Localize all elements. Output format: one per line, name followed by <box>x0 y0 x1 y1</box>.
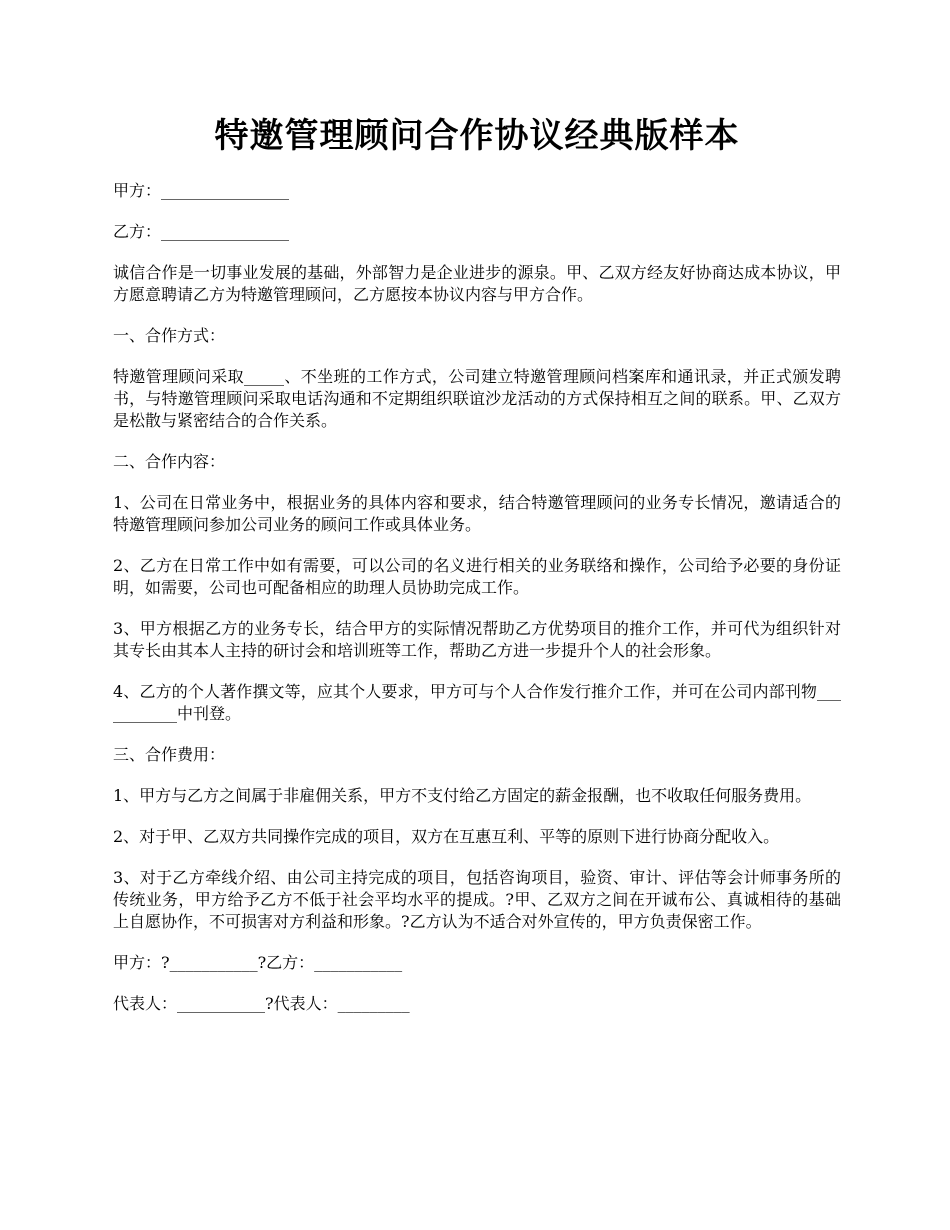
party-a-line: 甲方：________________ <box>113 181 290 200</box>
section-heading-cooperation-content: 二、合作内容： <box>113 452 226 471</box>
signature-parties-line: 甲方：?___________?乙方：___________ <box>113 953 403 972</box>
fees-item-1: 1、甲方与乙方之间属于非雇佣关系，甲方不支付给乙方固定的薪金报酬，也不收取任何服务费用。 <box>113 786 812 805</box>
content-item-2: 2、乙方在日常工作中如有需要，可以公司的名义进行相关的业务联络和操作，公司给予必要的身份证明，如需要，公司也可配备相应的助理人员协助完成工作。 <box>113 556 841 597</box>
section-heading-cooperation-mode: 一、合作方式： <box>113 326 226 345</box>
party-b-line: 乙方：________________ <box>113 222 290 241</box>
content-item-4: 4、乙方的个人著作撰文等，应其个人要求，甲方可与个人合作发行推介工作，并可在公司内部刊物___________中刊登。 <box>113 682 841 723</box>
document-title: 特邀管理顾问合作协议经典版样本 <box>214 116 740 156</box>
content-item-3: 3、甲方根据乙方的业务专长，结合甲方的实际情况帮助乙方优势项目的推介工作，并可代为组织针对其专长由其本人主持的研讨会和培训班等工作，帮助乙方进一步提升个人的社会形象。 <box>113 619 841 660</box>
intro-paragraph: 诚信合作是一切事业发展的基础，外部智力是企业进步的源泉。甲、乙双方经友好协商达成本协议，甲方愿意聘请乙方为特邀管理顾问，乙方愿按本协议内容与甲方合作。 <box>113 263 841 304</box>
cooperation-mode-paragraph: 特邀管理顾问采取_____、不坐班的工作方式，公司建立特邀管理顾问档案库和通讯录，并正式颁发聘书，与特邀管理顾问采取电话沟通和不定期组织联谊沙龙活动的方式保持相互之间的联系。甲、乙双方是松散与紧密结合的合作关系。 <box>113 367 841 430</box>
document-page <box>113 112 841 1034</box>
section-heading-cooperation-fees: 三、合作费用： <box>113 745 226 764</box>
signature-representatives-line: 代表人：___________?代表人：_________ <box>113 994 410 1013</box>
fees-item-2: 2、对于甲、乙双方共同操作完成的项目，双方在互惠互利、平等的原则下进行协商分配收入。 <box>113 827 780 846</box>
fees-item-3: 3、对于乙方牵线介绍、由公司主持完成的项目，包括咨询项目，验资、审计、评估等会计师事务所的传统业务，甲方给予乙方不低于社会平均水平的提成。?甲、乙双方之间在开诚布公、真诚相待的基础上自愿协作，不可损害对方利益和形象。?乙方认为不适合对外宣传的，甲方负责保密工作。 <box>113 868 841 931</box>
content-item-1: 1、公司在日常业务中，根据业务的具体内容和要求，结合特邀管理顾问的业务专长情况，邀请适合的特邀管理顾问参加公司业务的顾问工作或具体业务。 <box>113 493 841 534</box>
